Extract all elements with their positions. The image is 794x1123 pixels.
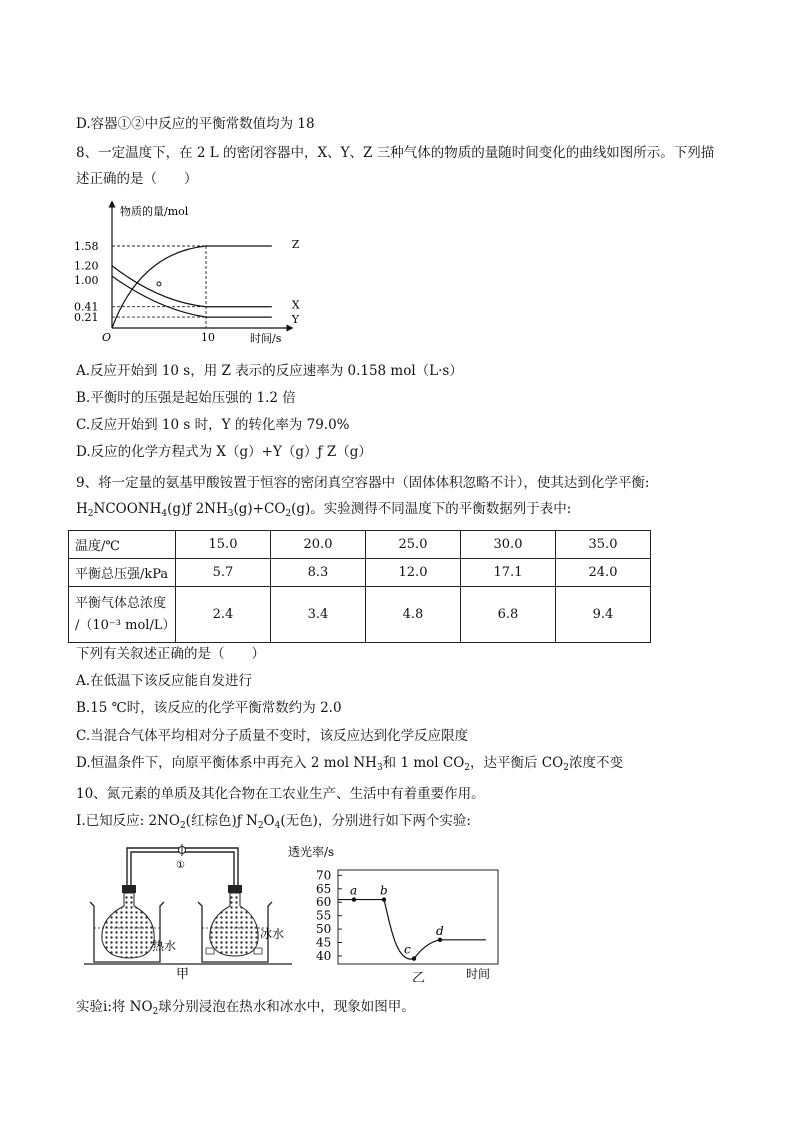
q10-experiment-i: 实验ⅰ:将 $NO_2$球分别浸泡在热水和冰水中，现象如图甲。 [76, 999, 415, 1017]
q8-ytick-1.58: 1.58 [74, 240, 99, 253]
figure-jia [84, 840, 294, 980]
yi-curve-line [338, 900, 486, 960]
yi-ytick-40: 40 [316, 948, 332, 963]
q8-ytick-1.00: 1.00 [74, 274, 99, 288]
yi-ytick-70: 70 [316, 868, 332, 883]
yi-ytick-45: 45 [316, 935, 332, 950]
q10-reaction: I.已知反应: $2NO_2$(红棕色)ƒ $N_2O_4$(无色)，分别进行如下两个实验: [76, 813, 471, 831]
q9-after-table: 下列有关叙述正确的是（ ） [76, 646, 265, 662]
label-hot-water: 热水 [152, 939, 177, 953]
q9-table [68, 530, 651, 643]
yi-point-c [412, 956, 416, 960]
q9-equation: $H_2NCOONH_4(g)ƒ$ $2NH_3(g)+CO_2(g)$。实验测得不同温度下的平衡数据列于表中: [76, 501, 572, 519]
q9-table-row-conc: 平衡气体总浓度 /（10⁻³ mol/L） 2.4 3.4 4.8 6.8 9.4 [69, 587, 651, 643]
q8-series-label-Z: Z [291, 238, 300, 251]
q9-option-d: D.恒温条件下，向原平衡体系中再充入 2 mol $NH_3$和 1 mol $CO_2$，达平衡后 $CO_2$浓度不变 [76, 755, 623, 773]
yi-point-a [352, 897, 356, 901]
yi-point-label-d: d [436, 923, 444, 938]
q8-stem-line1: 8、一定温度下，在 2 L 的密闭容器中，X、Y、Z 三种气体的物质的量随时间变化的曲线如图所示。下列描 [76, 145, 715, 161]
q8-series-X [112, 266, 272, 307]
q8-ytick-1.20: 1.20 [74, 259, 99, 273]
q10-stem: 10、氮元素的单质及其化合物在工农业生产、生活中有着重要作用。 [76, 786, 485, 802]
q9-option-c: C.当混合气体平均相对分子质量不变时，该反应达到化学反应限度 [76, 728, 469, 744]
q9-option-b: B.15 ℃时，该反应的化学平衡常数约为 2.0 [76, 700, 342, 716]
yi-ytick-55: 55 [316, 908, 332, 923]
valve-label: ① [176, 860, 185, 871]
label-ice-water: 冰水 [260, 927, 285, 941]
q8-series-label-Y: Y [291, 313, 300, 327]
yi-point-b [382, 897, 386, 901]
q8-xtick-10: 10 [201, 331, 215, 344]
q9-stem-line1: 9、将一定量的氨基甲酸铵置于恒容的密闭真空容器中（固体体积忽略不计），使其达到化学平衡: [76, 475, 650, 491]
q8-option-c: C.反应开始到 10 s 时，Y 的转化率为 79.0% [76, 417, 350, 433]
q9-option-a: A.在低温下该反应能自发进行 [76, 673, 253, 689]
q8-option-b: B.平衡时的压强是起始压强的 1.2 倍 [76, 390, 296, 406]
yi-ylabel: 透光率/s [288, 845, 335, 859]
caption-jia: 甲 [176, 967, 190, 980]
yi-point-d [438, 938, 442, 942]
q9-table-row-temp: 温度/℃ 15.0 20.0 25.0 30.0 35.0 [69, 531, 651, 559]
q8-series-Z [112, 246, 272, 328]
yi-point-label-c: c [404, 942, 411, 957]
q8-origin: O [102, 331, 112, 344]
q9-table-row-pressure: 平衡总压强/kPa 5.7 8.3 12.0 17.1 24.0 [69, 559, 651, 587]
yi-ytick-50: 50 [316, 922, 332, 937]
q8-chart [72, 198, 302, 346]
q8-series-label-X: X [291, 298, 300, 312]
q8-xlabel: 时间/s [250, 332, 282, 345]
q8-ytick-0.21: 0.21 [74, 311, 99, 325]
q8-ytick-0.41: 0.41 [74, 300, 99, 314]
q8-ylabel: 物质的量/mol [120, 205, 189, 218]
figure-yi [286, 842, 516, 982]
q8-marker [157, 282, 161, 286]
yi-ytick-60: 60 [316, 895, 332, 910]
prev-option-d: D.容器①②中反应的平衡常数值均为 18 [76, 116, 315, 132]
yi-ytick-65: 65 [316, 881, 332, 896]
yi-caption: 乙 [412, 971, 426, 982]
q8-option-a: A.反应开始到 10 s，用 Z 表示的反应速率为 0.158 mol（L·s） [76, 363, 463, 379]
yi-point-label-a: a [350, 883, 358, 898]
yi-point-label-b: b [380, 883, 388, 898]
yi-xlabel: 时间 [466, 967, 491, 981]
q8-option-d: D.反应的化学方程式为 X（g）+Y（g）ƒ Z（g） [76, 444, 372, 460]
q8-stem-line2: 述正确的是（ ） [76, 171, 198, 187]
